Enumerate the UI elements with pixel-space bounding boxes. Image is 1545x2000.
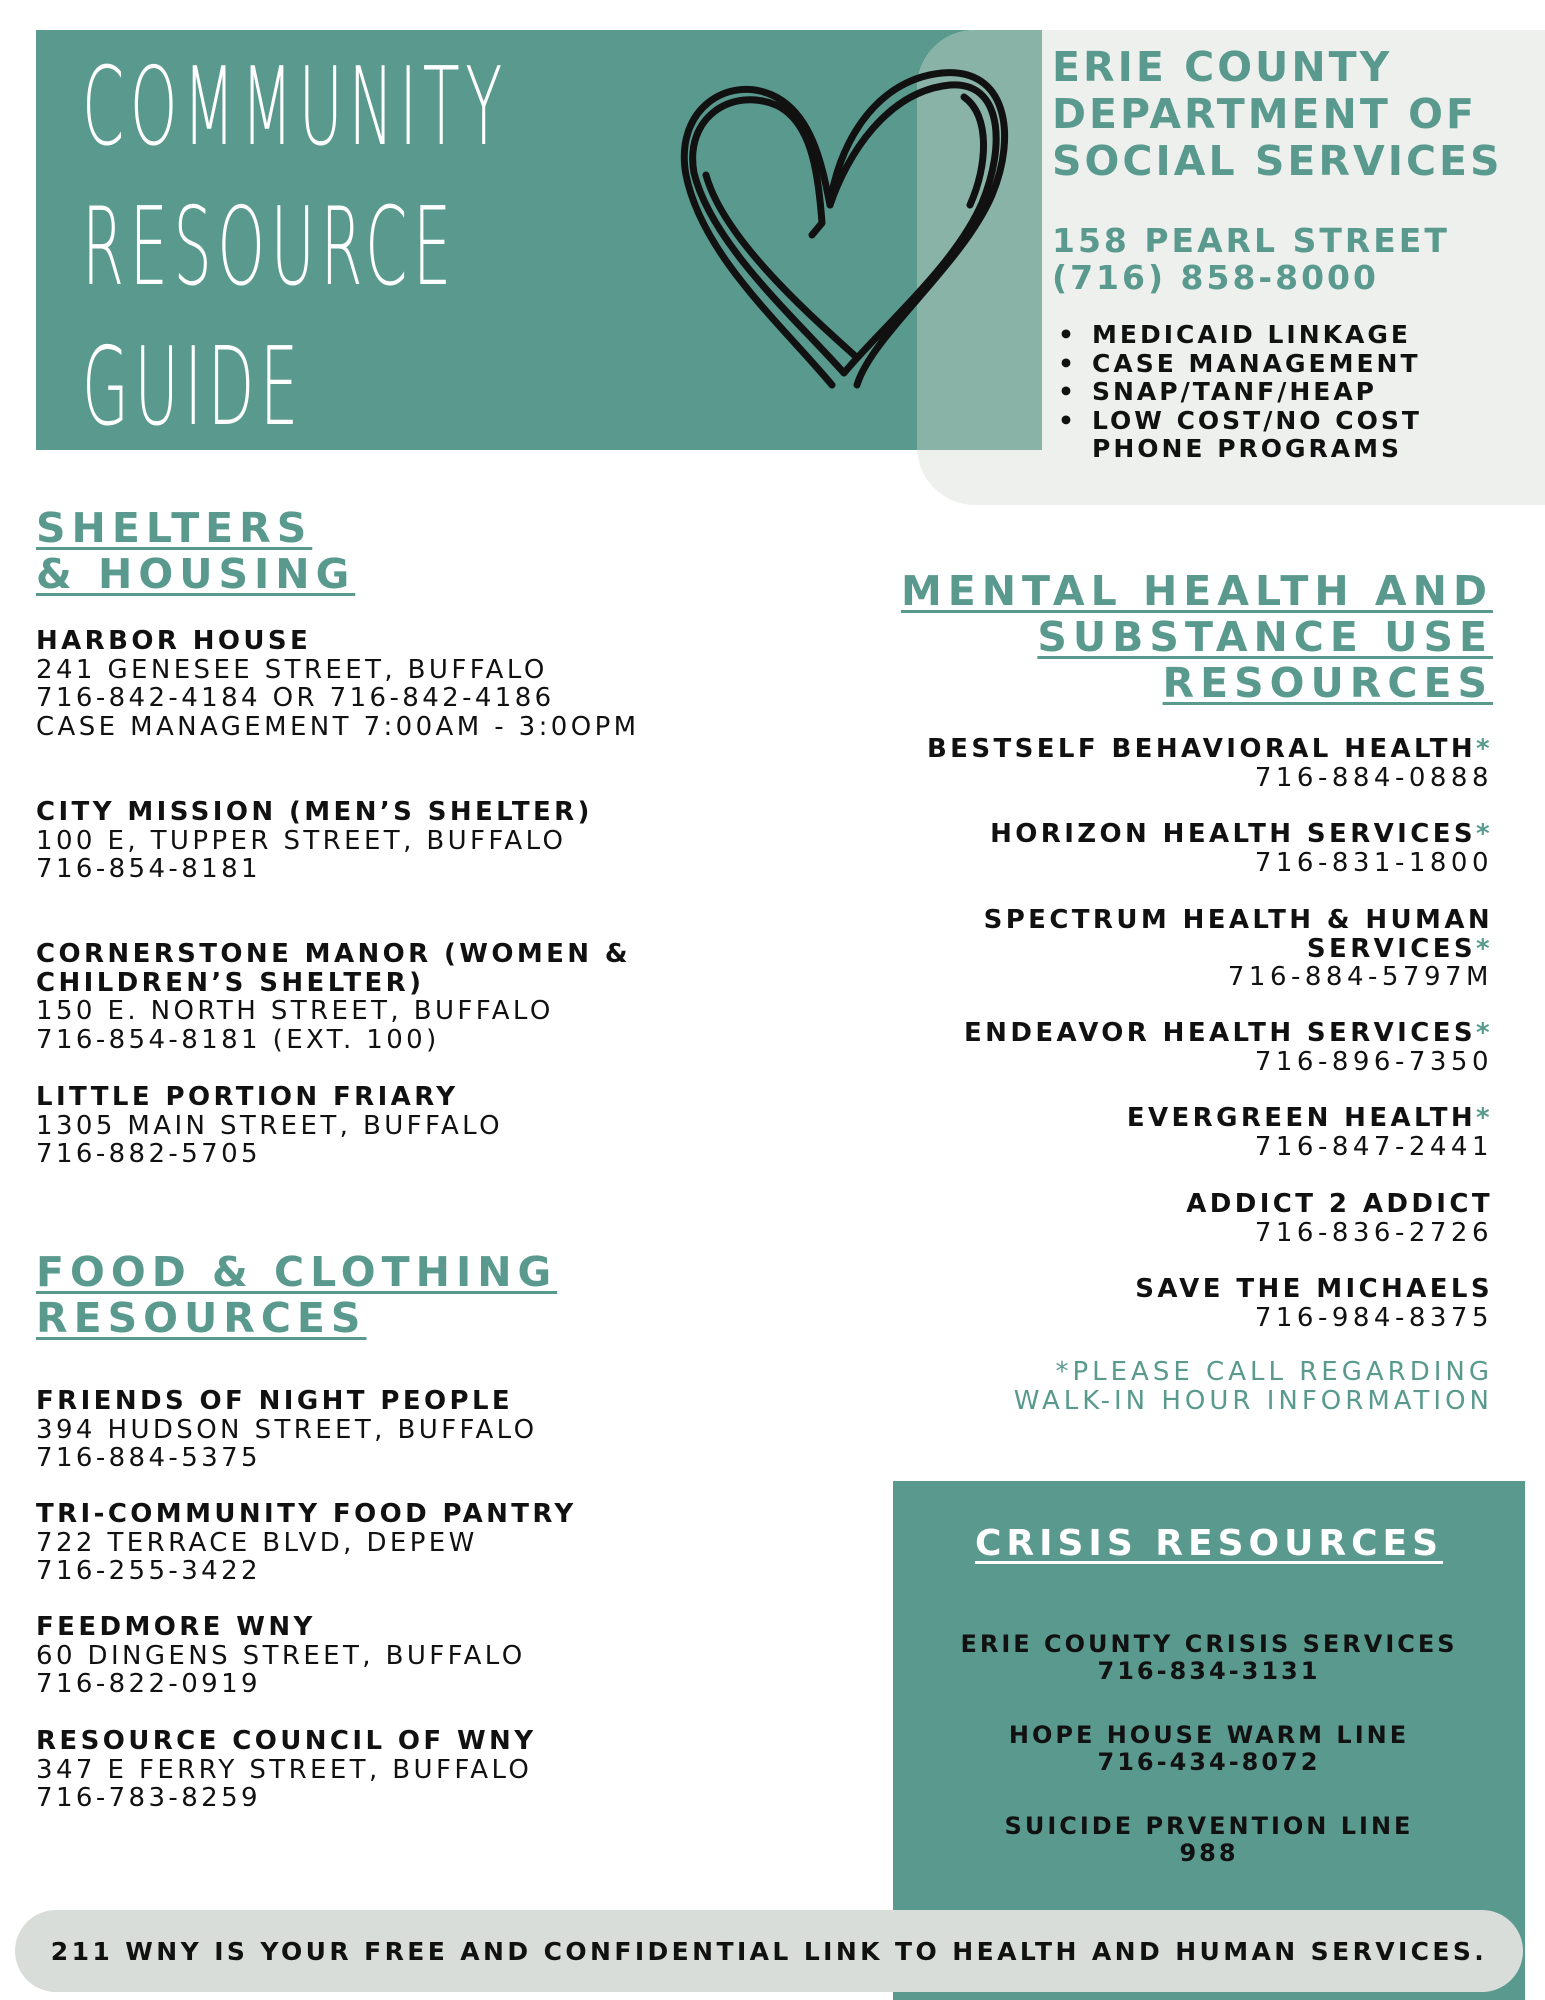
food-friends-of-night-people: [36, 1387, 538, 1473]
mental-bestself: [927, 735, 1493, 792]
listing-hours: CASE MANAGEMENT 7:00AM - 3:0OPM: [36, 711, 640, 742]
listing-name-cont: CHILDREN’S SHELTER): [36, 967, 425, 998]
shelters-heading-line-2: & HOUSING: [36, 550, 356, 598]
asterisk-mark: *: [1476, 933, 1493, 964]
listing-address: 150 E. NORTH STREET, BUFFALO: [36, 996, 554, 1026]
listing-name: RESOURCE COUNCIL OF WNY: [36, 1726, 537, 1756]
crisis-heading: [893, 1523, 1525, 1564]
listing-name: FEEDMORE WNY: [36, 1612, 316, 1642]
listing-phone: 716-847-2441: [1254, 1131, 1493, 1162]
dss-phone: (716) 858-8000: [1052, 258, 1379, 297]
mental-heading: [901, 568, 1493, 706]
mental-spectrum: [984, 906, 1493, 992]
food-tri-community-pantry: [36, 1500, 577, 1586]
listing-phone: 716-842-4184 OR 716-842-4186: [36, 683, 555, 713]
shelter-city-mission: [36, 798, 593, 884]
listing-phone: 716-854-8181 (EXT. 100): [36, 1024, 440, 1055]
listing-name: FRIENDS OF NIGHT PEOPLE: [36, 1386, 514, 1416]
dss-service-item: • LOW COST/NO COST PHONE PROGRAMS: [1058, 407, 1422, 464]
food-heading: [36, 1249, 557, 1341]
asterisk-mark: *: [1476, 734, 1493, 764]
listing-name: EVERGREEN HEALTH: [1126, 1103, 1476, 1133]
listing-name: BESTSELF BEHAVIORAL HEALTH: [926, 734, 1476, 764]
listing-phone: 716-884-5375: [36, 1443, 261, 1473]
listing-phone: 716-882-5705: [36, 1139, 261, 1169]
listing-name: ENDEAVOR HEALTH SERVICES: [964, 1018, 1476, 1048]
dss-service-item: • SNAP/TANF/HEAP: [1058, 378, 1422, 407]
listing-phone: 716-255-3422: [36, 1556, 261, 1586]
listing-address: 60 DINGENS STREET, BUFFALO: [36, 1640, 526, 1671]
listing-phone: 716-896-7350: [1254, 1046, 1493, 1077]
title-line-2: RESOURCE: [82, 185, 457, 310]
listing-name: TRI-COMMUNITY FOOD PANTRY: [36, 1499, 577, 1529]
asterisk-mark: *: [1476, 1018, 1493, 1048]
dss-title: ERIE COUNTY DEPARTMENT OF SOCIAL SERVICES: [1052, 43, 1503, 185]
crisis-heading-text: CRISIS RESOURCES: [974, 1523, 1444, 1564]
listing-address: 1305 MAIN STREET, BUFFALO: [36, 1110, 503, 1141]
crisis-phone: 988: [1179, 1839, 1239, 1867]
listing-name: CORNERSTONE MANOR (WOMEN &: [36, 939, 631, 969]
crisis-item-hope-house: [893, 1722, 1525, 1776]
mental-horizon: [990, 820, 1493, 877]
asterisk-mark: *: [1476, 1103, 1493, 1133]
listing-name: LITTLE PORTION FRIARY: [36, 1082, 459, 1112]
crisis-name: SUICIDE PRVENTION LINE: [1004, 1812, 1414, 1840]
mental-heading-line-1: MENTAL HEALTH AND: [900, 567, 1493, 615]
food-heading-line-1: FOOD & CLOTHING: [36, 1248, 558, 1296]
dss-address: 158 PEARL STREET: [1052, 221, 1450, 260]
mental-addict-2-addict: [1186, 1190, 1493, 1247]
crisis-phone: 716-434-8072: [1097, 1748, 1321, 1776]
listing-name: SAVE THE MICHAELS: [1135, 1274, 1493, 1304]
food-feedmore-wny: [36, 1613, 526, 1699]
mental-heading-line-2: SUBSTANCE USE: [1037, 613, 1493, 661]
listing-phone: 716-822-0919: [36, 1669, 261, 1699]
crisis-item-suicide-prevention: [893, 1813, 1525, 1867]
listing-phone: 716-884-0888: [1254, 762, 1493, 793]
footer-text: 211 WNY IS YOUR FREE AND CONFIDENTIAL LINK TO HEALTH AND HUMAN SERVICES.: [50, 1936, 1488, 1966]
walk-in-note: *PLEASE CALL REGARDING WALK-IN HOUR INFORMATION: [1013, 1357, 1493, 1416]
listing-address: 347 E FERRY STREET, BUFFALO: [36, 1754, 533, 1785]
crisis-name: HOPE HOUSE WARM LINE: [1008, 1721, 1410, 1749]
listing-phone: 716-854-8181: [36, 854, 261, 884]
food-resource-council: [36, 1727, 536, 1813]
listing-name: ADDICT 2 ADDICT: [1186, 1189, 1493, 1219]
listing-name: CITY MISSION (MEN’S SHELTER): [36, 797, 593, 827]
crisis-item-erie: [893, 1631, 1525, 1685]
asterisk-mark: *: [1476, 819, 1493, 849]
listing-address: 100 E, TUPPER STREET, BUFFALO: [36, 825, 567, 856]
food-heading-line-2: RESOURCES: [36, 1294, 367, 1342]
dss-service-item: • MEDICAID LINKAGE: [1058, 321, 1422, 350]
title-line-1: COMMUNITY: [82, 45, 508, 170]
mental-heading-line-3: RESOURCES: [1162, 659, 1493, 707]
title-line-3: GUIDE: [82, 325, 304, 450]
shelter-little-portion-friary: [36, 1083, 503, 1169]
listing-address: 394 HUDSON STREET, BUFFALO: [36, 1414, 538, 1445]
crisis-phone: 716-834-3131: [1097, 1657, 1321, 1685]
listing-name: HARBOR HOUSE: [36, 626, 312, 656]
listing-phone: 716-783-8259: [36, 1783, 261, 1813]
shelters-heading-line-1: SHELTERS: [36, 504, 313, 552]
listing-name-cont: SERVICES: [1306, 933, 1476, 964]
listing-address: 722 TERRACE BLVD, DEPEW: [36, 1527, 478, 1558]
shelters-heading: [36, 505, 355, 597]
listing-phone: 716-984-8375: [1254, 1302, 1493, 1333]
listing-phone: 716-884-5797M: [1227, 962, 1493, 992]
listing-name: HORIZON HEALTH SERVICES: [990, 819, 1476, 849]
listing-phone: 716-836-2726: [1254, 1217, 1493, 1248]
mental-save-the-michaels: [1135, 1275, 1493, 1332]
shelter-cornerstone-manor: [36, 940, 631, 1054]
dss-service-item: • CASE MANAGEMENT: [1058, 350, 1422, 379]
listing-address: 241 GENESEE STREET, BUFFALO: [36, 654, 548, 685]
crisis-name: ERIE COUNTY CRISIS SERVICES: [960, 1630, 1458, 1658]
mental-endeavor: [964, 1019, 1493, 1076]
shelter-harbor-house: [36, 627, 640, 741]
mental-evergreen: [1127, 1104, 1493, 1161]
listing-phone: 716-831-1800: [1254, 847, 1493, 878]
footer-bar: [15, 1910, 1523, 1992]
listing-name: SPECTRUM HEALTH & HUMAN: [983, 905, 1493, 935]
